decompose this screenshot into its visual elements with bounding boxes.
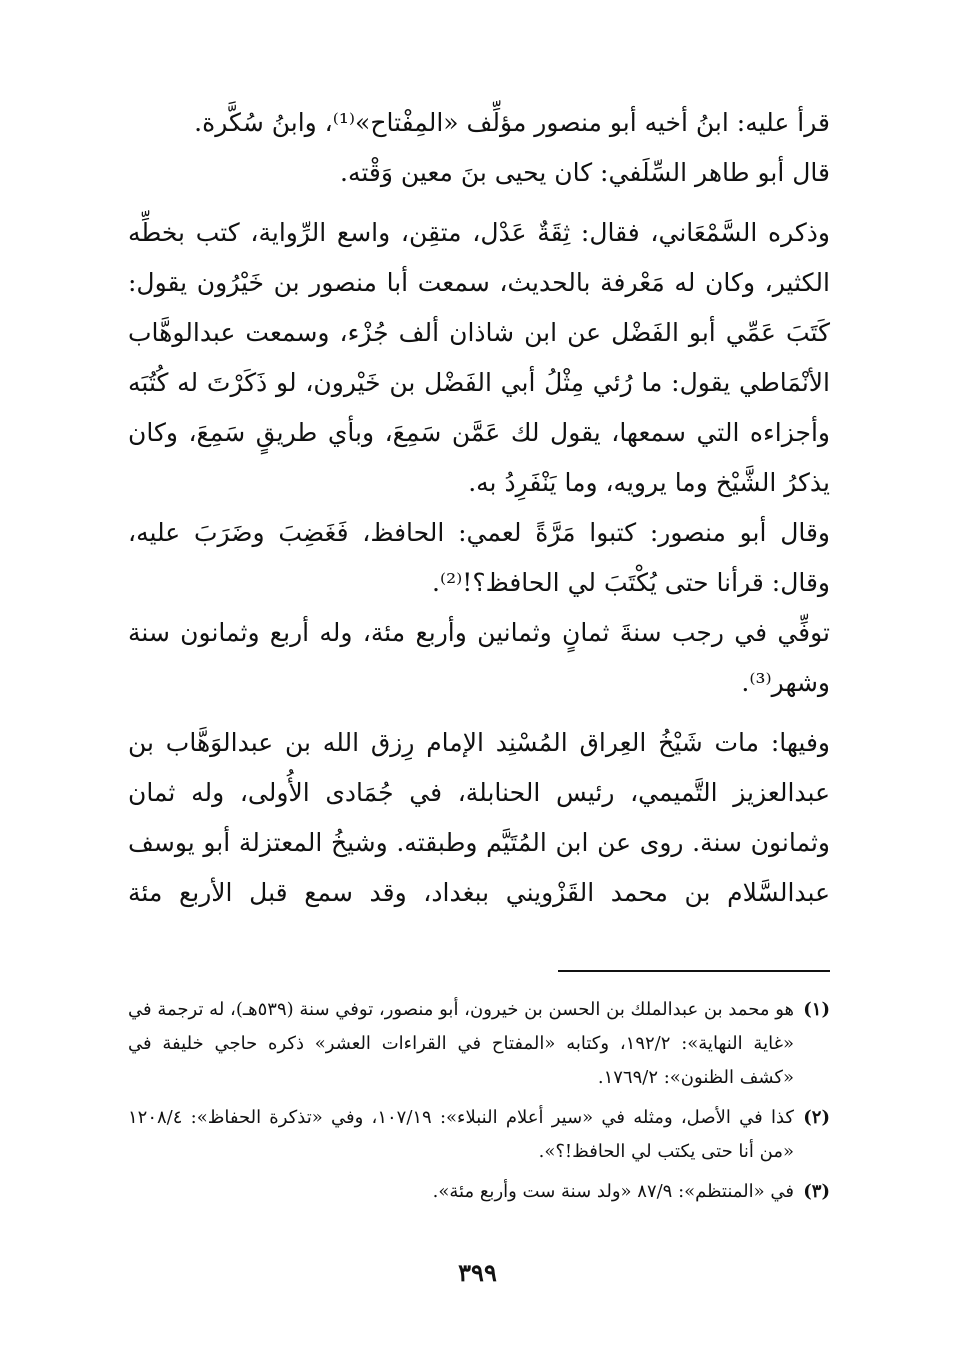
paragraph-abu-mansur-quote: وقال أبو منصور: كتبوا مَرَّةً لعمي: الحافظ، فَغَضِبَ وضَرَبَ عليه، وقال: قرأنا حتى يُكْتَبَ لي الحافظ؟!⁽²⁾.	[128, 518, 830, 597]
paragraph-samani-quote: وذكره السَّمْعَاني، فقال: ثِقَةٌ عَدْل، متقِن، واسع الرِّواية، كتب بخطِّه الكثير، وكان له مَعْرفة بالحديث، سمعت أبا منصور بن خَيْرُون يقول: كَتَبَ عَمِّي أبو الفَضْل عن ابن شاذان ألف جُزْء، وسمعت عبدالوهَّاب الأنْمَاطي يقول: ما رُئي مِثْلُ أبي الفَضْل بن خَيْرون، لو ذَكَرْتَ له كُتُبَه وأجزاءه التي سمعها، يقول لك عَمَّن سَمِعَ، وبأي طريقٍ سَمِعَ، وكان يذكرُ الشَّيْخ وما يرويه، وما يَنْفَرِدُ به.	[128, 218, 830, 497]
main-text	[128, 98, 830, 918]
footnote-text: كذا في الأصل، ومثله في «سير أعلام النبلاء»: ١٠٧/١٩، وفي «تذكرة الحفاظ»: ١٢٠٨/٤ «من أنا حتى يكتب لي الحافظ!؟».	[128, 1107, 794, 1162]
footnote-3	[128, 1175, 830, 1209]
footnote-number: (٢)	[803, 1107, 830, 1128]
paragraph-readers: قرأ عليه: ابنُ أخيه أبو منصور مؤلِّف «المِفْتاح»⁽¹⁾، وابنُ سُكَّرة.	[194, 108, 830, 137]
footnote-1	[128, 993, 830, 1095]
page-number: ٣٩٩	[458, 1258, 497, 1287]
paragraph-deaths-of-year: وفيها: مات شَيْخُ العِراق المُسْنِد الإمام رِزق الله بن عبدالوَهَّاب بن عبدالعزيز التَّميمي، رئيس الحنابلة، في جُمَادى الأُولى، وله ثمان وثمانون سنة. روى عن ابن المُتَيَّم وطبقته. وشيخُ المعتزلة أبو يوسف عبدالسَّلام بن محمد القَزْويني ببغداد، وقد سمع قبل الأربع مئة	[128, 728, 830, 907]
footnote-text: هو محمد بن عبدالملك بن الحسن بن خيرون، أبو منصور، توفي سنة (٥٣٩هـ)، له ترجمة في «غاية النهاية»: ١٩٢/٢، وكتابه «المفتاح في القراءات العشر» ذكره حاجي خليفة في «كشف الظنون»: ١٧٦٩/٢.	[128, 999, 795, 1088]
footnotes	[128, 993, 830, 1215]
footnote-number: (١)	[803, 999, 830, 1020]
footnote-number: (٣)	[803, 1181, 830, 1202]
footnote-separator	[558, 970, 830, 972]
paragraph-death-date: توفِّي في رجب سنةَ ثمانٍ وثمانين وأربع مئة، وله أربع وثمانون سنة وشهر⁽³⁾.	[128, 618, 830, 697]
paragraph-silafi-quote: قال أبو طاهر السِّلَفي: كان يحيى بنَ معين وَقْته.	[340, 158, 830, 187]
footnote-2	[128, 1101, 830, 1169]
footnote-text: في «المنتظم»: ٨٧/٩ «ولد سنة ست وأربع مئة».	[432, 1181, 794, 1202]
